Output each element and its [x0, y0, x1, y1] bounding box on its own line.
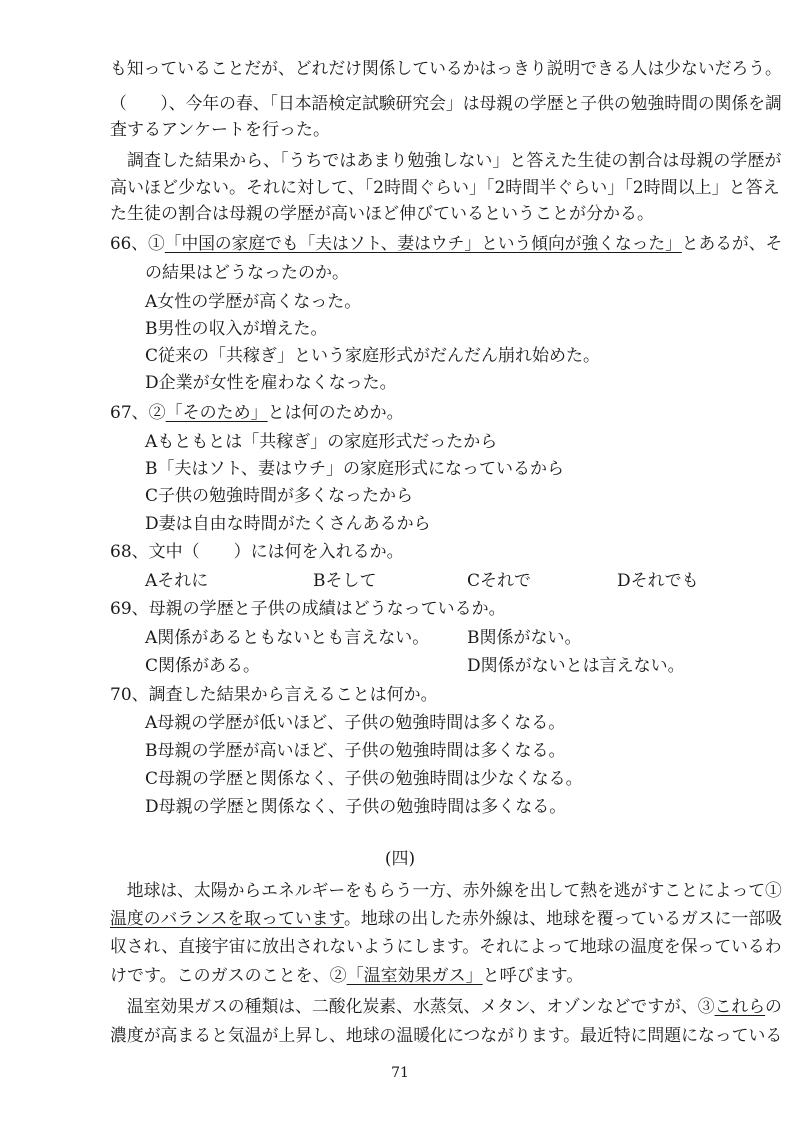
passage-line — [110, 965, 583, 987]
option-70-a: A母親の学歴が低いほど、子供の勉強時間は多くなる。 — [145, 713, 566, 733]
question-66 — [110, 233, 782, 255]
option-68-d: Dそれでも — [617, 571, 699, 591]
option-67-a: Aもともとは「共稼ぎ」の家庭形式だったから — [145, 432, 498, 452]
passage-line: た生徒の割合は母親の学歴が高いほど伸びているということが分かる。 — [110, 204, 654, 224]
passage-line: 濃度が高まると気温が上昇し、地球の温暖化につながります。最近特に問題になっている — [110, 1026, 783, 1046]
option-69-c: C関係がある。 — [145, 656, 261, 676]
passage-line: 地球は、太陽からエネルギーをもらう一方、赤外線を出して熱を逃がすことによって① — [110, 881, 782, 901]
option-66-b: B男性の収入が増えた。 — [145, 319, 328, 339]
option-69-a: A関係があるともないとも言えない。 — [145, 628, 430, 648]
section-heading: (四) — [384, 849, 416, 869]
option-67-b: B「夫はソト、妻はウチ」の家庭形式になっているから — [145, 459, 564, 479]
question-68: 68、文中（ ）には何を入れるか。 — [110, 542, 404, 562]
question-67 — [110, 402, 404, 424]
option-66-a: A女性の学歴が高くなった。 — [145, 292, 362, 312]
passage-line: （ ）、今年の春、「日本語検定試験研究会」は母親の学歴と子供の勉強時間の関係を調 — [110, 94, 782, 114]
passage-line — [110, 908, 782, 930]
passage-line: も知っていることだが、どれだけ関係しているかはっきり説明できる人は少ないだろう。 — [110, 59, 782, 79]
option-67-d: D妻は自由な時間がたくさんあるから — [145, 514, 431, 534]
option-66-d: D企業が女性を雇わなくなった。 — [145, 373, 397, 393]
underlined-quote: 「中国の家庭でも「夫はソト、妻はウチ」という傾向が強くなった」 — [164, 234, 682, 254]
underlined-phrase: 「温室効果ガス」 — [346, 966, 483, 986]
passage-text: と呼びます。 — [482, 966, 584, 986]
underlined-phrase: これら — [714, 997, 766, 1017]
option-67-c: C子供の勉強時間が多くなったから — [145, 486, 414, 506]
passage-text: の — [765, 997, 782, 1017]
question-66-line2: の結果はどうなったのか。 — [145, 263, 349, 283]
question-text: とあるが、そ — [681, 234, 783, 254]
passage-line: 査するアンケートを行った。 — [110, 120, 330, 140]
option-69-d: D関係がないとは言えない。 — [467, 656, 685, 676]
question-70: 70、調査した結果から言えることは何か。 — [110, 685, 438, 705]
option-68-b: Bそして — [313, 571, 377, 591]
passage-line: 調査した結果から、「うちではあまり勉強しない」と答えた生徒の割合は母親の学歴が — [110, 151, 782, 171]
option-68-c: Cそれで — [467, 571, 532, 591]
passage-line — [110, 996, 782, 1018]
question-number: 67、② — [110, 403, 166, 423]
option-70-d: D母親の学歴と関係なく、子供の勉強時間は多くなる。 — [145, 797, 567, 817]
passage-line: 収され、直接宇宙に放出されないようにします。それによって地球の温度を保っているわ — [110, 937, 782, 957]
question-number: 66、① — [110, 234, 165, 254]
passage-line: 高いほど少ない。それに対して、「2時間ぐらい」「2時間半ぐらい」「2時間以上」と答え — [110, 178, 780, 198]
passage-text: けです。このガスのことを、② — [110, 966, 347, 986]
option-70-b: B母親の学歴が高いほど、子供の勉強時間は多くなる。 — [145, 741, 566, 761]
option-70-c: C母親の学歴と関係なく、子供の勉強時間は少なくなる。 — [145, 769, 583, 789]
option-66-c: C従来の「共稼ぎ」という家庭形式がだんだん崩れ始めた。 — [145, 346, 601, 366]
passage-text: 温室効果ガスの種類は、二酸化炭素、水蒸気、メタン、オゾンなどですが、③ — [110, 997, 715, 1017]
question-69: 69、母親の学歴と子供の成績はどうなっているか。 — [110, 599, 506, 619]
underlined-phrase: 温度のバランスを取っています — [110, 909, 345, 929]
page-number: 71 — [391, 1065, 409, 1081]
underlined-quote: 「そのため」 — [165, 403, 268, 423]
option-68-a: Aそれに — [145, 571, 209, 591]
option-69-b: B関係がない。 — [467, 628, 582, 648]
passage-text: 。地球の出した赤外線は、地球を覆っているガスに一部吸 — [344, 909, 783, 929]
question-text: とは何のためか。 — [267, 403, 404, 423]
